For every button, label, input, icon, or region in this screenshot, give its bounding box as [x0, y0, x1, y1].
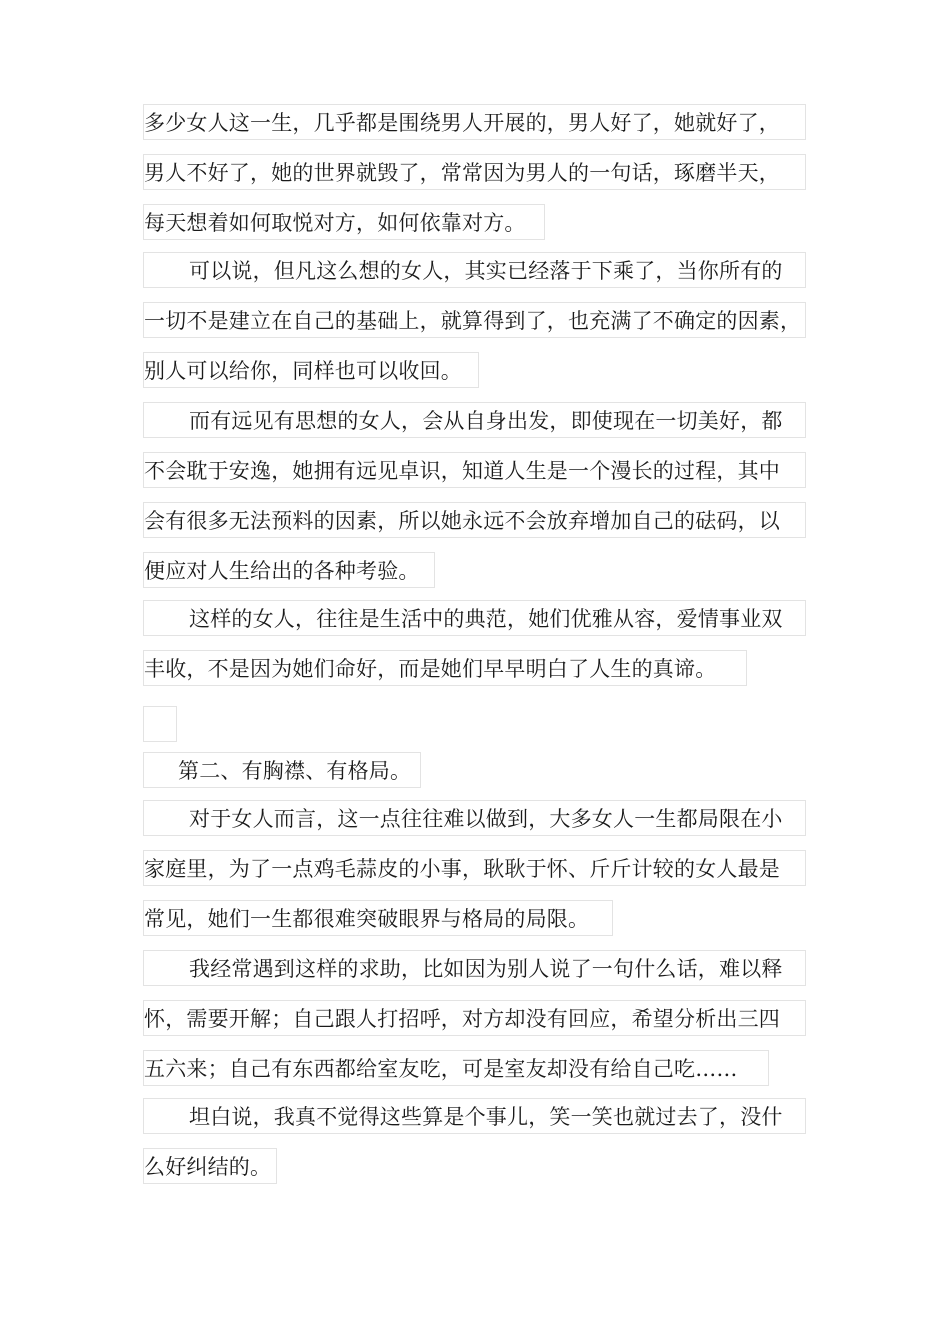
- text-line: 多少女人这一生，几乎都是围绕男人开展的，男人好了，她就好了，: [143, 104, 806, 140]
- text-line: 别人可以给你，同样也可以收回。: [143, 352, 479, 388]
- text-line: 五六来；自己有东西都给室友吃，可是室友却没有给自己吃……: [143, 1050, 769, 1086]
- empty-line: [143, 706, 177, 742]
- text-line: 么好纠结的。: [143, 1148, 277, 1184]
- text-line: 而有远见有思想的女人，会从自身出发，即使现在一切美好，都: [143, 402, 806, 438]
- text-line: 对于女人而言，这一点往往难以做到，大多女人一生都局限在小: [143, 800, 806, 836]
- text-line: 会有很多无法预料的因素，所以她永远不会放弃增加自己的砝码，以: [143, 502, 806, 538]
- section-heading: 第二、有胸襟、有格局。: [143, 752, 421, 788]
- text-line: 丰收，不是因为她们命好，而是她们早早明白了人生的真谛。: [143, 650, 747, 686]
- text-line: 我经常遇到这样的求助，比如因为别人说了一句什么话，难以释: [143, 950, 806, 986]
- text-line: 不会耽于安逸，她拥有远见卓识，知道人生是一个漫长的过程，其中: [143, 452, 806, 488]
- text-line: 家庭里，为了一点鸡毛蒜皮的小事，耿耿于怀、斤斤计较的女人最是: [143, 850, 806, 886]
- text-line: 可以说，但凡这么想的女人，其实已经落于下乘了，当你所有的: [143, 252, 806, 288]
- text-line: 便应对人生给出的各种考验。: [143, 552, 435, 588]
- text-line: 一切不是建立在自己的基础上，就算得到了，也充满了不确定的因素，: [143, 302, 806, 338]
- text-line: 坦白说，我真不觉得这些算是个事儿，笑一笑也就过去了，没什: [143, 1098, 806, 1134]
- text-line: 每天想着如何取悦对方，如何依靠对方。: [143, 204, 545, 240]
- text-line: 常见，她们一生都很难突破眼界与格局的局限。: [143, 900, 613, 936]
- text-line: 怀，需要开解；自己跟人打招呼，对方却没有回应，希望分析出三四: [143, 1000, 806, 1036]
- text-line: 男人不好了，她的世界就毁了，常常因为男人的一句话，琢磨半天，: [143, 154, 806, 190]
- text-line: 这样的女人，往往是生活中的典范，她们优雅从容，爱情事业双: [143, 600, 806, 636]
